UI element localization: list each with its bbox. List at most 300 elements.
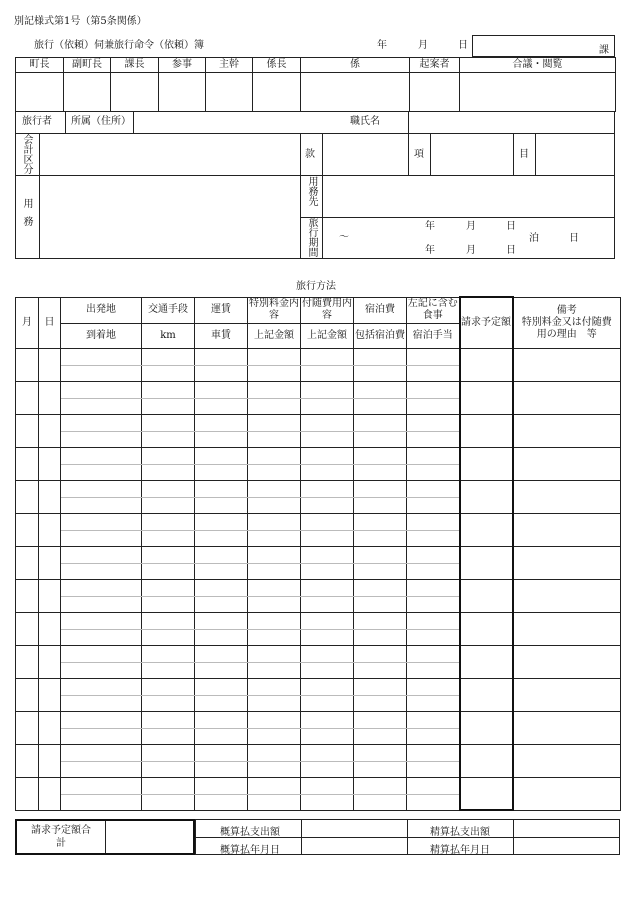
entry-cell[interactable] — [142, 645, 195, 662]
entry-cell[interactable] — [301, 744, 354, 761]
entry-cell[interactable] — [61, 546, 142, 563]
approval-header-chief: 課長 — [111, 58, 159, 73]
entry-cell[interactable] — [142, 777, 195, 794]
entry-cell[interactable] — [513, 645, 621, 678]
entry-cell[interactable] — [513, 480, 621, 513]
entry-cell[interactable] — [354, 365, 407, 381]
entry-cell[interactable] — [195, 794, 248, 810]
entry-cell[interactable] — [61, 497, 142, 513]
entry-cell[interactable] — [513, 777, 621, 810]
entry-cell[interactable] — [16, 414, 39, 447]
entry-cell[interactable] — [61, 629, 142, 645]
entry-cell[interactable] — [248, 431, 301, 447]
entry-cell[interactable] — [39, 381, 61, 414]
entry-cell[interactable] — [195, 744, 248, 761]
entry-cell[interactable] — [248, 480, 301, 497]
entry-cell[interactable] — [354, 447, 407, 464]
entry-cell[interactable] — [460, 546, 513, 579]
entry-cell[interactable] — [407, 497, 460, 513]
entry-cell[interactable] — [354, 695, 407, 711]
entry-cell[interactable] — [354, 414, 407, 431]
entry-cell[interactable] — [39, 447, 61, 480]
entry-cell[interactable] — [142, 794, 195, 810]
entry-cell[interactable] — [142, 398, 195, 414]
entry-cell[interactable] — [460, 348, 513, 381]
entry-cell[interactable] — [248, 348, 301, 365]
entry-cell[interactable] — [195, 464, 248, 480]
destination-label: 用務先 — [306, 176, 317, 206]
entry-cell[interactable] — [460, 711, 513, 744]
entry-cell[interactable] — [407, 777, 460, 794]
entry-cell[interactable] — [142, 546, 195, 563]
entry-row — [16, 744, 621, 761]
entry-cell[interactable] — [248, 497, 301, 513]
entry-cell[interactable] — [195, 398, 248, 414]
account-field[interactable] — [40, 134, 299, 174]
entry-cell[interactable] — [301, 348, 354, 365]
entry-cell[interactable] — [407, 530, 460, 546]
entry-cell[interactable] — [195, 480, 248, 497]
entry-cell[interactable] — [407, 711, 460, 728]
entry-cell[interactable] — [460, 513, 513, 546]
entry-cell[interactable] — [301, 662, 354, 678]
entry-cell[interactable] — [301, 695, 354, 711]
entry-cell[interactable] — [142, 431, 195, 447]
entry-cell[interactable] — [142, 414, 195, 431]
approval-stamp-cell[interactable] — [16, 73, 64, 112]
entry-cell[interactable] — [301, 596, 354, 612]
entry-cell[interactable] — [195, 546, 248, 563]
entry-cell[interactable] — [248, 513, 301, 530]
entry-cell[interactable] — [61, 596, 142, 612]
approval-table — [15, 57, 616, 112]
approval-stamp-cell[interactable] — [111, 73, 159, 112]
entry-cell[interactable] — [354, 513, 407, 530]
entry-row — [16, 480, 621, 497]
entry-cell[interactable] — [301, 629, 354, 645]
entry-cell[interactable] — [195, 447, 248, 464]
form-number: 別記様式第1号（第5条関係） — [14, 16, 147, 27]
entry-cell[interactable] — [142, 563, 195, 579]
entry-cell[interactable] — [248, 398, 301, 414]
entry-row — [16, 711, 621, 728]
entry-cell[interactable] — [407, 365, 460, 381]
settle-amount-field[interactable] — [514, 821, 618, 836]
entry-cell[interactable] — [142, 662, 195, 678]
entry-cell[interactable] — [301, 546, 354, 563]
entry-cell[interactable] — [142, 365, 195, 381]
entry-cell[interactable] — [61, 579, 142, 596]
entry-cell[interactable] — [513, 579, 621, 612]
entry-cell[interactable] — [16, 744, 39, 777]
entry-cell[interactable] — [195, 678, 248, 695]
entry-cell[interactable] — [354, 744, 407, 761]
entry-cell[interactable] — [513, 414, 621, 447]
entry-cell[interactable] — [142, 596, 195, 612]
entry-cell[interactable] — [16, 678, 39, 711]
entry-cell[interactable] — [301, 398, 354, 414]
settle-date-field[interactable] — [514, 839, 618, 854]
approval-stamp-cell[interactable] — [206, 73, 253, 112]
entry-cell[interactable] — [142, 497, 195, 513]
claim-total-box — [15, 819, 195, 855]
entry-cell[interactable] — [301, 414, 354, 431]
entry-cell[interactable] — [61, 563, 142, 579]
col-month: 月 — [16, 297, 39, 348]
entry-cell[interactable] — [61, 744, 142, 761]
entry-cell[interactable] — [16, 645, 39, 678]
entry-cell[interactable] — [39, 612, 61, 645]
approval-stamp-cell[interactable] — [301, 73, 410, 112]
col-special-fee: 特別料金内容 — [249, 298, 299, 321]
account-label: 会計区分 — [21, 134, 32, 174]
entry-cell[interactable] — [195, 381, 248, 398]
entry-cell[interactable] — [407, 414, 460, 431]
purpose-field[interactable] — [40, 176, 299, 258]
entry-cell[interactable] — [301, 579, 354, 596]
approval-header-subchief: 係長 — [253, 58, 301, 73]
entry-cell[interactable] — [407, 447, 460, 464]
entry-cell[interactable] — [354, 431, 407, 447]
entry-cell[interactable] — [39, 513, 61, 546]
entry-cell[interactable] — [248, 761, 301, 777]
entry-cell[interactable] — [301, 761, 354, 777]
entry-cell[interactable] — [39, 744, 61, 777]
entry-cell[interactable] — [16, 579, 39, 612]
entry-cell[interactable] — [407, 546, 460, 563]
entry-cell[interactable] — [407, 678, 460, 695]
entry-cell[interactable] — [354, 645, 407, 662]
entry-cell[interactable] — [354, 497, 407, 513]
entry-cell[interactable] — [407, 744, 460, 761]
entry-cell[interactable] — [248, 579, 301, 596]
entry-cell[interactable] — [407, 513, 460, 530]
entry-cell[interactable] — [301, 711, 354, 728]
entry-cell[interactable] — [407, 398, 460, 414]
entry-cell[interactable] — [195, 645, 248, 662]
entry-cell[interactable] — [354, 761, 407, 777]
entry-cell[interactable] — [248, 645, 301, 662]
entry-cell[interactable] — [61, 381, 142, 398]
destination-field[interactable] — [323, 176, 614, 216]
entry-cell[interactable] — [301, 480, 354, 497]
entry-cell[interactable] — [513, 744, 621, 777]
entry-cell[interactable] — [248, 678, 301, 695]
entry-cell[interactable] — [301, 612, 354, 629]
entry-cell[interactable] — [354, 678, 407, 695]
entry-cell[interactable] — [248, 546, 301, 563]
remarks-sub: 特別料金又は付随費用の理由 等 — [521, 316, 612, 340]
entry-cell[interactable] — [142, 744, 195, 761]
entry-cell[interactable] — [16, 777, 39, 810]
entry-cell[interactable] — [16, 348, 39, 381]
method-table — [15, 296, 621, 811]
entry-cell[interactable] — [142, 579, 195, 596]
entry-cell[interactable] — [460, 612, 513, 645]
approval-header-manager: 主幹 — [206, 58, 253, 73]
entry-cell[interactable] — [195, 761, 248, 777]
entry-cell[interactable] — [142, 711, 195, 728]
entry-cell[interactable] — [407, 431, 460, 447]
nights-label: 泊 — [529, 233, 539, 244]
entry-cell[interactable] — [354, 711, 407, 728]
entry-cell[interactable] — [61, 480, 142, 497]
approval-stamp-cell[interactable] — [159, 73, 206, 112]
entry-row — [16, 579, 621, 596]
advance-amount-label: 概算払支出額 — [220, 827, 280, 838]
entry-cell[interactable] — [61, 695, 142, 711]
claim-total-field[interactable] — [107, 822, 191, 852]
entry-cell[interactable] — [301, 513, 354, 530]
entry-cell[interactable] — [460, 579, 513, 612]
approval-stamp-cell[interactable] — [64, 73, 111, 112]
entry-cell[interactable] — [16, 480, 39, 513]
entry-cell[interactable] — [248, 464, 301, 480]
entry-cell[interactable] — [39, 678, 61, 711]
entry-cell[interactable] — [407, 348, 460, 365]
method-title: 旅行方法 — [296, 281, 336, 292]
entry-cell[interactable] — [195, 629, 248, 645]
entry-cell[interactable] — [61, 662, 142, 678]
entry-cell[interactable] — [248, 711, 301, 728]
entry-cell[interactable] — [142, 612, 195, 629]
entry-cell[interactable] — [248, 629, 301, 645]
entry-cell[interactable] — [142, 695, 195, 711]
section-field[interactable] — [472, 35, 615, 57]
affiliation-label: 所属（住所） — [71, 116, 131, 127]
entry-cell[interactable] — [301, 678, 354, 695]
entry-cell[interactable] — [407, 480, 460, 497]
entry-cell[interactable] — [407, 645, 460, 662]
entry-cell[interactable] — [301, 497, 354, 513]
approval-stamp-cell[interactable] — [253, 73, 301, 112]
entry-cell[interactable] — [61, 447, 142, 464]
entry-cell[interactable] — [513, 546, 621, 579]
entry-cell[interactable] — [61, 513, 142, 530]
entry-cell[interactable] — [301, 530, 354, 546]
entry-cell[interactable] — [195, 414, 248, 431]
entry-cell[interactable] — [460, 744, 513, 777]
entry-cell[interactable] — [407, 612, 460, 629]
divider — [300, 133, 301, 259]
entry-cell[interactable] — [354, 579, 407, 596]
entry-cell[interactable] — [248, 447, 301, 464]
entry-cell[interactable] — [16, 381, 39, 414]
entry-cell[interactable] — [407, 596, 460, 612]
entry-cell[interactable] — [407, 464, 460, 480]
entry-cell[interactable] — [460, 414, 513, 447]
entry-cell[interactable] — [248, 662, 301, 678]
entry-cell[interactable] — [407, 563, 460, 579]
entry-cell[interactable] — [16, 546, 39, 579]
entry-cell[interactable] — [195, 513, 248, 530]
entry-cell[interactable] — [142, 761, 195, 777]
entry-cell[interactable] — [248, 695, 301, 711]
entry-cell[interactable] — [195, 612, 248, 629]
entry-cell[interactable] — [61, 431, 142, 447]
entry-cell[interactable] — [354, 612, 407, 629]
entry-cell[interactable] — [248, 530, 301, 546]
entry-cell[interactable] — [407, 695, 460, 711]
entry-cell[interactable] — [248, 777, 301, 794]
entry-cell[interactable] — [460, 447, 513, 480]
advance-date-field[interactable] — [302, 839, 406, 854]
entry-cell[interactable] — [513, 381, 621, 414]
entry-cell[interactable] — [61, 464, 142, 480]
entry-cell[interactable] — [513, 447, 621, 480]
entry-cell[interactable] — [301, 447, 354, 464]
entry-cell[interactable] — [354, 662, 407, 678]
entry-cell[interactable] — [142, 728, 195, 744]
entry-cell[interactable] — [301, 794, 354, 810]
entry-cell[interactable] — [248, 596, 301, 612]
entry-cell[interactable] — [301, 431, 354, 447]
entry-cell[interactable] — [39, 546, 61, 579]
entry-cell[interactable] — [354, 563, 407, 579]
entry-cell[interactable] — [61, 530, 142, 546]
claim-total-label: 請求予定額合計 — [31, 825, 91, 849]
entry-cell[interactable] — [195, 530, 248, 546]
entry-cell[interactable] — [354, 398, 407, 414]
entry-cell[interactable] — [195, 563, 248, 579]
entry-cell[interactable] — [513, 678, 621, 711]
entry-cell[interactable] — [195, 579, 248, 596]
entry-cell[interactable] — [248, 744, 301, 761]
entry-cell[interactable] — [61, 711, 142, 728]
entry-cell[interactable] — [354, 546, 407, 563]
entry-cell[interactable] — [16, 711, 39, 744]
entry-cell[interactable] — [61, 348, 142, 365]
entry-cell[interactable] — [142, 513, 195, 530]
entry-cell[interactable] — [407, 579, 460, 596]
entry-cell[interactable] — [407, 728, 460, 744]
approval-stamp-cell[interactable] — [410, 73, 460, 112]
entry-cell[interactable] — [61, 728, 142, 744]
entry-cell[interactable] — [248, 563, 301, 579]
approval-header-staff: 係 — [301, 58, 410, 73]
entry-cell[interactable] — [301, 381, 354, 398]
entry-cell[interactable] — [354, 629, 407, 645]
entry-cell[interactable] — [460, 777, 513, 810]
entry-cell[interactable] — [61, 645, 142, 662]
divider — [407, 820, 408, 854]
entry-cell[interactable] — [195, 348, 248, 365]
entry-cell[interactable] — [142, 348, 195, 365]
entry-cell[interactable] — [39, 414, 61, 447]
entry-cell[interactable] — [354, 530, 407, 546]
date-month: 月 — [418, 40, 428, 51]
entry-cell[interactable] — [16, 447, 39, 480]
entry-cell[interactable] — [460, 678, 513, 711]
entry-cell[interactable] — [61, 414, 142, 431]
entry-cell[interactable] — [460, 381, 513, 414]
entry-cell[interactable] — [39, 711, 61, 744]
entry-cell[interactable] — [16, 513, 39, 546]
entry-cell[interactable] — [142, 480, 195, 497]
entry-cell[interactable] — [16, 612, 39, 645]
entry-cell[interactable] — [195, 695, 248, 711]
entry-cell[interactable] — [407, 629, 460, 645]
entry-cell[interactable] — [142, 464, 195, 480]
entry-cell[interactable] — [407, 662, 460, 678]
entry-cell[interactable] — [142, 629, 195, 645]
entry-cell[interactable] — [195, 728, 248, 744]
entry-cell[interactable] — [39, 480, 61, 513]
entry-cell[interactable] — [354, 464, 407, 480]
entry-cell[interactable] — [61, 761, 142, 777]
affiliation-field[interactable] — [134, 112, 342, 132]
entry-cell[interactable] — [301, 464, 354, 480]
entry-cell[interactable] — [61, 777, 142, 794]
entry-cell[interactable] — [195, 777, 248, 794]
entry-cell[interactable] — [248, 612, 301, 629]
entry-cell[interactable] — [354, 728, 407, 744]
entry-cell[interactable] — [39, 579, 61, 612]
entry-cell[interactable] — [61, 612, 142, 629]
entry-cell[interactable] — [513, 711, 621, 744]
entry-cell[interactable] — [460, 480, 513, 513]
entry-cell[interactable] — [195, 596, 248, 612]
approval-header-review: 合議・閲覧 — [460, 58, 616, 73]
entry-cell[interactable] — [354, 596, 407, 612]
entry-cell[interactable] — [61, 794, 142, 810]
entry-cell[interactable] — [248, 728, 301, 744]
entry-cell[interactable] — [195, 662, 248, 678]
entry-cell[interactable] — [61, 365, 142, 381]
entry-cell[interactable] — [248, 381, 301, 398]
entry-cell[interactable] — [301, 777, 354, 794]
entry-cell[interactable] — [39, 348, 61, 381]
entry-cell[interactable] — [195, 497, 248, 513]
entry-cell[interactable] — [354, 777, 407, 794]
entry-cell[interactable] — [39, 645, 61, 678]
section-label: 課 — [599, 45, 609, 56]
entry-cell[interactable] — [301, 645, 354, 662]
entry-cell[interactable] — [248, 794, 301, 810]
entry-cell[interactable] — [407, 381, 460, 398]
entry-cell[interactable] — [460, 645, 513, 678]
entry-cell[interactable] — [39, 777, 61, 810]
entry-cell[interactable] — [142, 447, 195, 464]
entry-cell[interactable] — [513, 612, 621, 645]
approval-stamp-cell[interactable] — [460, 73, 616, 112]
entry-cell[interactable] — [354, 381, 407, 398]
entry-cell[interactable] — [195, 711, 248, 728]
entry-cell[interactable] — [195, 431, 248, 447]
entry-cell[interactable] — [513, 513, 621, 546]
entry-cell[interactable] — [61, 398, 142, 414]
entry-cell[interactable] — [142, 530, 195, 546]
entry-cell[interactable] — [354, 348, 407, 365]
entry-cell[interactable] — [513, 348, 621, 381]
advance-amount-field[interactable] — [302, 821, 406, 836]
entry-cell[interactable] — [354, 480, 407, 497]
name-field[interactable] — [409, 112, 614, 132]
entry-cell[interactable] — [142, 678, 195, 695]
entry-cell[interactable] — [407, 794, 460, 810]
entry-cell[interactable] — [248, 414, 301, 431]
entry-cell[interactable] — [248, 365, 301, 381]
entry-cell[interactable] — [195, 365, 248, 381]
entry-cell[interactable] — [142, 381, 195, 398]
entry-cell[interactable] — [407, 761, 460, 777]
entry-cell[interactable] — [354, 794, 407, 810]
entry-cell[interactable] — [301, 365, 354, 381]
entry-cell[interactable] — [301, 728, 354, 744]
period-start-year: 年 — [425, 221, 435, 232]
entry-cell[interactable] — [301, 563, 354, 579]
entry-cell[interactable] — [61, 678, 142, 695]
